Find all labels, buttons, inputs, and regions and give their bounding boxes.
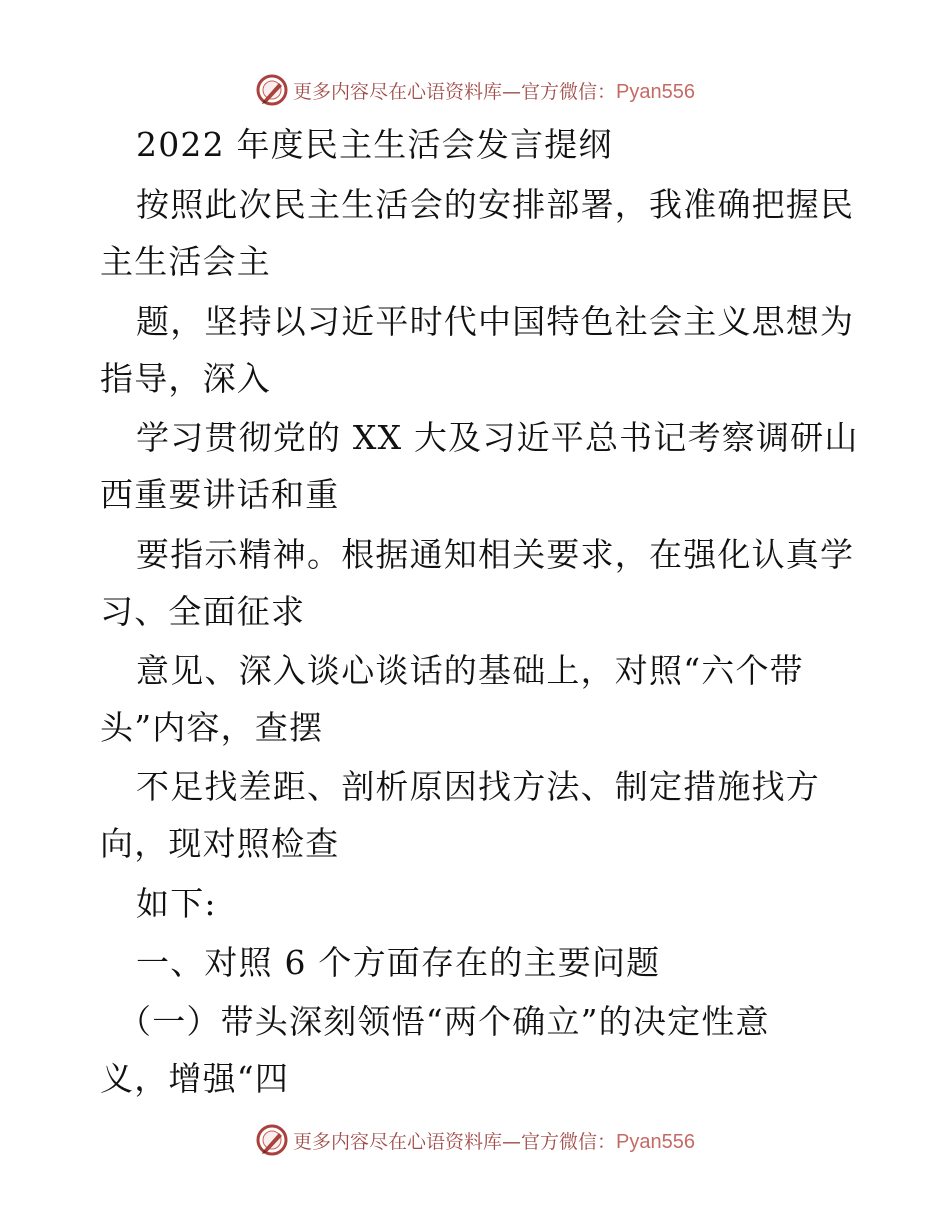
paragraph-line: 题，坚持以习近平时代中国特色社会主义思想为 — [136, 302, 855, 341]
header-watermark-banner — [0, 70, 950, 110]
pen-nib-logo-icon — [255, 73, 289, 107]
paragraph-line: 向，现对照检查 — [100, 824, 340, 863]
wechat-id: Pyan556 — [616, 1130, 695, 1153]
subsection-heading: （一）带头深刻领悟“两个确立”的决定性意 — [118, 1002, 770, 1041]
paragraph-line: 学习贯彻党的 XX 大及习近平总书记考察调研山 — [136, 418, 859, 457]
paragraph-line: 头”内容，查摆 — [100, 708, 324, 747]
paragraph-line: 按照此次民主生活会的安排部署，我准确把握民 — [136, 185, 855, 224]
pen-nib-logo-icon — [255, 1123, 289, 1157]
paragraph-line: 要指示精神。根据通知相关要求，在强化认真学 — [136, 535, 855, 574]
paragraph-line: 指导，深入 — [100, 359, 271, 398]
paragraph-line: 如下: — [136, 884, 217, 923]
document-title: 2022 年度民主生活会发言提纲 — [136, 125, 613, 164]
paragraph-line: 西重要讲话和重 — [100, 475, 340, 514]
banner-text: 更多内容尽在心语资料库—官方微信： — [293, 1130, 617, 1153]
paragraph-line: 不足找差距、剖析原因找方法、制定措施找方 — [136, 767, 820, 806]
paragraph-line: 主生活会主 — [100, 242, 271, 281]
paragraph-line: 意见、深入谈心谈话的基础上，对照“六个带 — [136, 651, 804, 690]
wechat-id: Pyan556 — [616, 80, 695, 103]
paragraph-line: 习、全面征求 — [100, 592, 306, 631]
paragraph-line: 义，增强“四 — [100, 1059, 290, 1098]
section-heading: 一、对照 6 个方面存在的主要问题 — [136, 943, 661, 982]
banner-text: 更多内容尽在心语资料库—官方微信： — [293, 80, 617, 103]
footer-watermark-banner — [0, 1120, 950, 1160]
